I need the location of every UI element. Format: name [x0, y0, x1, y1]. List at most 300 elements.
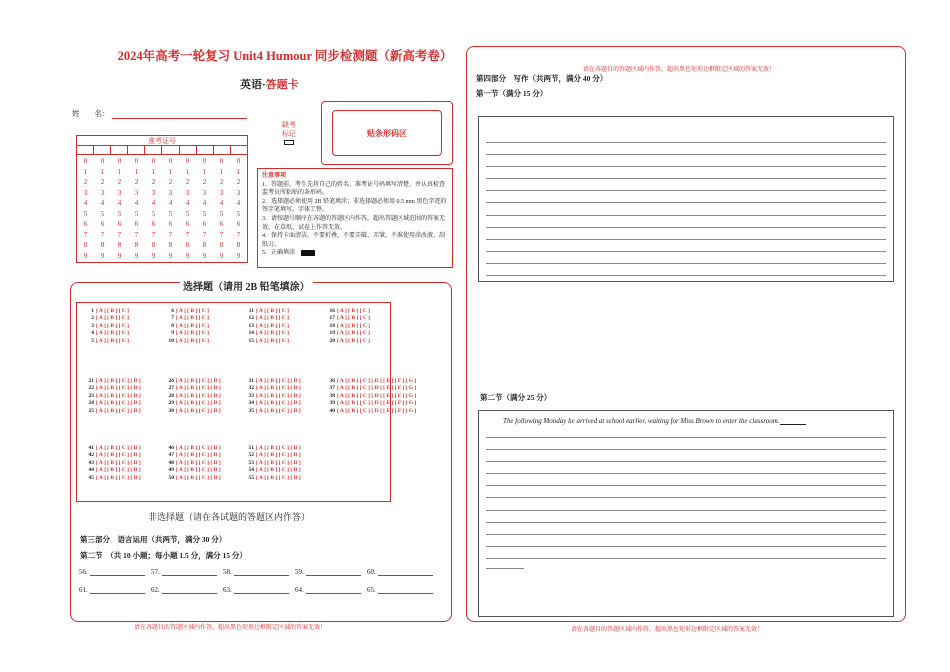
exam-digit-bubble[interactable]: 4 [151, 199, 156, 208]
answer-options[interactable]: [ A ] [ B ] [ C ] [337, 322, 370, 329]
question-number: 41 [88, 445, 94, 451]
answer-options[interactable]: [ A ] [ B ] [ C ] [ D ] [176, 407, 221, 414]
exam-digit-bubble[interactable]: 4 [134, 199, 139, 208]
answer-options[interactable]: [ A ] [ B ] [ C ] [256, 308, 289, 314]
question-row [85, 338, 129, 345]
writing-line [486, 522, 886, 523]
question-number: 31 [248, 378, 254, 384]
writing-line [486, 546, 886, 547]
question-number: 11 [248, 308, 254, 314]
exam-number-box[interactable] [77, 146, 94, 154]
answer-options[interactable]: [ A ] [ B ] [ C ] [ D ] [176, 459, 221, 466]
question-row [165, 445, 221, 452]
exam-digit-bubble[interactable]: 1 [219, 167, 224, 176]
exam-number-column [145, 155, 162, 262]
question-group [326, 308, 370, 345]
question-row [165, 452, 221, 459]
exam-digit-bubble[interactable]: 6 [236, 220, 241, 229]
exam-digit-bubble[interactable]: 0 [83, 157, 88, 165]
writing-line [486, 461, 886, 462]
exam-number-column [179, 155, 196, 262]
exam-digit-bubble[interactable]: 1 [202, 167, 207, 176]
exam-digit-bubble[interactable]: 9 [151, 251, 156, 260]
exam-number-box[interactable] [94, 146, 111, 154]
exam-digit-bubble[interactable]: 8 [219, 241, 224, 250]
question-number: 14 [248, 330, 254, 337]
name-field[interactable] [112, 111, 247, 119]
exam-digit-bubble[interactable]: 1 [100, 167, 105, 176]
exam-number-box[interactable] [162, 146, 179, 154]
answer-options[interactable]: [ A ] [ B ] [ C ] [ D ] [96, 467, 141, 474]
sheet-label: 答题卡 [265, 79, 299, 91]
answer-options[interactable]: [ A ] [ B ] [ C ] [256, 337, 289, 344]
answer-options[interactable]: [ A ] [ B ] [ C ] [ D ] [256, 385, 301, 392]
exam-digit-bubble[interactable]: 3 [236, 188, 241, 197]
name-label: 姓 名： [72, 109, 110, 118]
writing-line [486, 166, 886, 167]
exam-digit-bubble[interactable]: 9 [134, 251, 139, 260]
exam-digit-bubble[interactable]: 8 [134, 241, 139, 250]
exam-number-box[interactable] [231, 146, 247, 154]
question-row [85, 323, 129, 330]
nonchoice-title: 非选择题（请在各试题的答题区内作答） [148, 512, 311, 522]
answer-options[interactable]: [ A ] [ B ] [ C ] [ D ] [ E ] [ F ] [ G ] [337, 407, 417, 414]
exam-digit-bubble[interactable]: 3 [219, 188, 224, 197]
exam-digit-bubble[interactable]: 1 [151, 167, 156, 176]
answer-blank-57[interactable] [162, 570, 217, 576]
exam-number-box[interactable] [197, 146, 214, 154]
question-number: 21 [88, 378, 94, 384]
question-row [165, 460, 221, 467]
answer-options[interactable]: [ A ] [ B ] [ C ] [ D ] [ E ] [ F ] [ G ] [337, 400, 417, 407]
exam-digit-bubble[interactable]: 1 [117, 167, 122, 176]
warning-right-top: 请在各题目的答题区域内作答，超出黑色矩形边框限定区域的答案无效！ [583, 67, 776, 73]
answer-options[interactable]: [ A ] [ B ] [ C ] [ D ] [176, 474, 221, 481]
exam-digit-bubble[interactable]: 2 [236, 178, 241, 187]
answer-options[interactable]: [ A ] [ B ] [ C ] [ D ] [256, 407, 301, 414]
writing-line [486, 437, 886, 438]
exam-digit-bubble[interactable]: 6 [117, 220, 122, 229]
exam-digit-bubble[interactable]: 1 [83, 167, 88, 176]
answer-blank-63[interactable] [234, 588, 289, 594]
writing-line [486, 142, 886, 143]
question-row [85, 460, 141, 467]
answer-blank-59[interactable] [306, 570, 361, 576]
exam-digit-bubble[interactable]: 0 [100, 157, 105, 165]
exam-digit-bubble[interactable]: 8 [117, 241, 122, 250]
answer-options[interactable]: [ A ] [ B ] [ C ] [ D ] [256, 459, 301, 466]
question-row [85, 330, 129, 337]
exam-digit-bubble[interactable]: 6 [219, 220, 224, 229]
answer-options[interactable]: [ A ] [ B ] [ C ] [96, 322, 129, 329]
question-row [165, 408, 221, 415]
exam-digit-bubble[interactable]: 3 [117, 188, 122, 197]
exam-digit-bubble[interactable]: 9 [219, 251, 224, 260]
answer-options[interactable]: [ A ] [ B ] [ C ] [256, 330, 289, 337]
question-row [326, 315, 370, 322]
question-row [85, 408, 141, 415]
exam-digit-bubble[interactable]: 5 [151, 209, 156, 218]
question-number: 33 [248, 392, 254, 399]
question-number: 53 [248, 459, 254, 466]
writing-line [486, 497, 886, 498]
exam-digit-bubble[interactable]: 9 [185, 251, 190, 260]
exam-digit-bubble[interactable]: 7 [219, 230, 224, 239]
question-number: 27 [168, 385, 174, 392]
question-row [165, 330, 209, 337]
answer-options[interactable]: [ A ] [ B ] [ C ] [96, 337, 129, 344]
question-number: 39 [329, 400, 335, 407]
exam-digit-bubble[interactable]: 8 [151, 241, 156, 250]
question-number: 2 [91, 315, 94, 322]
writing-line [486, 178, 886, 179]
answer-options[interactable]: [ A ] [ B ] [ C ] [ D ] [256, 452, 301, 459]
exam-digit-bubble[interactable]: 7 [202, 230, 207, 239]
warning-left-bottom: 请在各题目的答题区域内作答，超出黑色矩形边框限定区域的答案无效！ [134, 625, 327, 631]
question-row [245, 338, 289, 345]
exam-number-box[interactable] [145, 146, 162, 154]
sheet-subtitle: 英语·答题卡 [240, 79, 299, 91]
exam-digit-bubble[interactable]: 3 [151, 188, 156, 197]
question-number: 49 [168, 467, 174, 474]
answer-blank-62[interactable] [162, 588, 217, 594]
answer-options[interactable]: [ A ] [ B ] [ C ] [256, 315, 289, 322]
question-number: 18 [329, 322, 335, 329]
exam-digit-bubble[interactable]: 4 [219, 199, 224, 208]
exam-digit-bubble[interactable]: 0 [236, 157, 241, 165]
answer-options[interactable]: [ A ] [ B ] [ C ] [ D ] [176, 378, 221, 384]
exam-digit-bubble[interactable]: 5 [202, 209, 207, 218]
question-number: 43 [88, 459, 94, 466]
question-number: 44 [88, 467, 94, 474]
question-row [326, 408, 416, 415]
exam-digit-bubble[interactable]: 1 [168, 167, 173, 176]
exam-digit-bubble[interactable]: 7 [168, 230, 173, 239]
question-number: 28 [168, 392, 174, 399]
exam-digit-bubble[interactable]: 7 [236, 230, 241, 239]
question-number: 50 [168, 474, 174, 481]
answer-options[interactable]: [ A ] [ B ] [ C ] [ D ] [176, 445, 221, 451]
exam-digit-bubble[interactable]: 7 [117, 230, 122, 239]
exam-digit-bubble[interactable]: 6 [100, 220, 105, 229]
question-number: 10 [168, 337, 174, 344]
answer-options[interactable]: [ A ] [ B ] [ C ] [176, 322, 209, 329]
answer-options[interactable]: [ A ] [ B ] [ C ] [ D ] [ E ] [ F ] [ G ] [337, 385, 417, 392]
exam-digit-bubble[interactable]: 9 [100, 251, 105, 260]
question-row [165, 467, 221, 474]
exam-digit-bubble[interactable]: 0 [151, 157, 156, 165]
exam-digit-bubble[interactable]: 6 [202, 220, 207, 229]
exam-digit-bubble[interactable]: 6 [168, 220, 173, 229]
question-number: 17 [329, 315, 335, 322]
answer-options[interactable]: [ A ] [ B ] [ C ] [176, 330, 209, 337]
exam-digit-bubble[interactable]: 1 [185, 167, 190, 176]
question-group [85, 378, 141, 415]
answer-options[interactable]: [ A ] [ B ] [ C ] [ D ] [96, 385, 141, 392]
exam-digit-bubble[interactable]: 2 [219, 178, 224, 187]
exam-number-boxes [77, 146, 247, 155]
question-number: 51 [248, 445, 254, 451]
question-number: 4 [91, 330, 94, 337]
exam-digit-bubble[interactable]: 5 [219, 209, 224, 218]
exam-digit-bubble[interactable]: 8 [236, 241, 241, 250]
exam-digit-bubble[interactable]: 4 [100, 199, 105, 208]
exam-digit-bubble[interactable]: 6 [134, 220, 139, 229]
question-row [85, 475, 141, 482]
exam-digit-bubble[interactable]: 4 [168, 199, 173, 208]
answer-options[interactable]: [ A ] [ B ] [ C ] [ D ] [256, 467, 301, 474]
answer-options[interactable]: [ A ] [ B ] [ C ] [ D ] [256, 474, 301, 481]
exam-digit-bubble[interactable]: 6 [185, 220, 190, 229]
question-number: 1 [91, 308, 94, 314]
writing-section2-heading: 第二节（满分 25 分） [480, 393, 552, 402]
exam-digit-bubble[interactable]: 9 [168, 251, 173, 260]
answer-options[interactable]: [ A ] [ B ] [ C ] [ D ] [96, 474, 141, 481]
answer-options[interactable]: [ A ] [ B ] [ C ] [ D ] [176, 385, 221, 392]
notice-box [257, 168, 453, 268]
continuation-prompt: The following Monday he arrived at school earlier, waiting for Miss Brown to enter the classroom. [503, 417, 806, 425]
answer-options[interactable]: [ A ] [ B ] [ C ] [ D ] [96, 407, 141, 414]
question-row [85, 385, 141, 392]
question-row [326, 338, 370, 345]
answer-blank-58[interactable] [234, 570, 289, 576]
absent-label-1: 缺考 [282, 121, 296, 129]
answer-options[interactable]: [ A ] [ B ] [ C ] [ D ] [176, 400, 221, 407]
exam-digit-bubble[interactable]: 5 [185, 209, 190, 218]
exam-number-box[interactable] [128, 146, 145, 154]
answer-blank-60[interactable] [378, 570, 433, 576]
answer-options[interactable]: [ A ] [ B ] [ C ] [ D ] [96, 445, 141, 451]
writing-line [486, 558, 886, 559]
exam-digit-bubble[interactable]: 3 [202, 188, 207, 197]
answer-options[interactable]: [ A ] [ B ] [ C ] [337, 308, 370, 314]
answer-options[interactable]: [ A ] [ B ] [ C ] [176, 315, 209, 322]
exam-digit-bubble[interactable]: 5 [168, 209, 173, 218]
question-row [245, 460, 301, 467]
question-row [165, 475, 221, 482]
exam-digit-bubble[interactable]: 7 [134, 230, 139, 239]
exam-digit-bubble[interactable]: 2 [185, 178, 190, 187]
exam-digit-bubble[interactable]: 9 [202, 251, 207, 260]
question-row [165, 308, 209, 315]
exam-digit-bubble[interactable]: 3 [185, 188, 190, 197]
prompt-blank-line [780, 419, 806, 425]
exam-digit-bubble[interactable]: 5 [117, 209, 122, 218]
answer-options[interactable]: [ A ] [ B ] [ C ] [ D ] [96, 452, 141, 459]
exam-digit-bubble[interactable]: 0 [168, 157, 173, 165]
exam-digit-bubble[interactable]: 8 [83, 241, 88, 250]
exam-number-column [162, 155, 179, 262]
answer-options[interactable]: [ A ] [ B ] [ C ] [ D ] [96, 459, 141, 466]
notice-item: 1．答题前，考生先将自己的姓名、准考证号码填写清楚，并认真检查监考员所粘贴的条形码。 [262, 181, 446, 197]
exam-digit-bubble[interactable]: 2 [168, 178, 173, 187]
absent-checkbox[interactable] [284, 140, 294, 145]
exam-digit-bubble[interactable]: 5 [100, 209, 105, 218]
notice-fill-example: 5．正确填涂 [262, 249, 448, 258]
exam-digit-bubble[interactable]: 3 [168, 188, 173, 197]
question-row [245, 400, 301, 407]
writing-line [486, 251, 886, 252]
writing-line [486, 510, 886, 511]
question-row [85, 467, 141, 474]
answer-options[interactable]: [ A ] [ B ] [ C ] [176, 308, 209, 314]
question-number: 5 [91, 337, 94, 344]
exam-digit-bubble[interactable]: 6 [83, 220, 88, 229]
exam-digit-bubble[interactable]: 7 [151, 230, 156, 239]
exam-number-digits [77, 155, 247, 262]
answer-options[interactable]: [ A ] [ B ] [ C ] [176, 337, 209, 344]
answer-options[interactable]: [ A ] [ B ] [ C ] [ D ] [96, 378, 141, 384]
answer-options[interactable]: [ A ] [ B ] [ C ] [ D ] [ E ] [ F ] [ G ] [337, 392, 417, 399]
exam-digit-bubble[interactable]: 2 [100, 178, 105, 187]
writing-line [486, 275, 886, 276]
exam-digit-bubble[interactable]: 4 [83, 199, 88, 208]
question-number: 55 [248, 474, 254, 481]
exam-digit-bubble[interactable]: 0 [219, 157, 224, 165]
question-group [165, 378, 221, 415]
exam-digit-bubble[interactable]: 3 [100, 188, 105, 197]
barcode-area [321, 101, 453, 165]
answer-options[interactable]: [ A ] [ B ] [ C ] [96, 315, 129, 322]
writing-line [486, 227, 886, 228]
answer-options[interactable]: [ A ] [ B ] [ C ] [ D ] [256, 445, 301, 451]
question-number: 38 [329, 392, 335, 399]
writing-line [486, 534, 886, 535]
exam-digit-bubble[interactable]: 2 [117, 178, 122, 187]
exam-number-box[interactable] [214, 146, 231, 154]
exam-digit-bubble[interactable]: 2 [202, 178, 207, 187]
answer-options[interactable]: [ A ] [ B ] [ C ] [ D ] [96, 400, 141, 407]
answer-options[interactable]: [ A ] [ B ] [ C ] [ D ] [176, 392, 221, 399]
answer-options[interactable]: [ A ] [ B ] [ C ] [ D ] [96, 392, 141, 399]
question-number: 35 [248, 407, 254, 414]
exam-digit-bubble[interactable]: 2 [83, 178, 88, 187]
question-number: 34 [248, 400, 254, 407]
answer-options[interactable]: [ A ] [ B ] [ C ] [256, 322, 289, 329]
exam-digit-bubble[interactable]: 4 [185, 199, 190, 208]
exam-digit-bubble[interactable]: 0 [117, 157, 122, 165]
exam-number-box[interactable] [180, 146, 197, 154]
exam-digit-bubble[interactable]: 7 [100, 230, 105, 239]
answer-options[interactable]: [ A ] [ B ] [ C ] [ D ] [256, 400, 301, 407]
writing-section1-heading: 第一节（满分 15 分） [476, 89, 548, 98]
answer-options[interactable]: [ A ] [ B ] [ C ] [ D ] [176, 452, 221, 459]
question-group [165, 308, 209, 345]
notice-item: 2．选择题必须使用 2B 铅笔填涂；非选择题必须用 0.5 mm 黑色字迹的签字笔填写，字体工整。 [262, 198, 447, 214]
exam-digit-bubble[interactable]: 4 [202, 199, 207, 208]
exam-digit-bubble[interactable]: 0 [134, 157, 139, 165]
question-number: 42 [88, 452, 94, 459]
exam-digit-bubble[interactable]: 8 [202, 241, 207, 250]
answer-options[interactable]: [ A ] [ B ] [ C ] [337, 330, 370, 337]
exam-digit-bubble[interactable]: 8 [185, 241, 190, 250]
answer-options[interactable]: [ A ] [ B ] [ C ] [ D ] [256, 392, 301, 399]
answer-options[interactable]: [ A ] [ B ] [ C ] [337, 337, 370, 344]
exam-digit-bubble[interactable]: 6 [151, 220, 156, 229]
answer-blank-61[interactable] [90, 588, 145, 594]
question-row [85, 308, 129, 315]
exam-digit-bubble[interactable]: 9 [236, 251, 241, 260]
writing-box-2[interactable] [478, 410, 894, 617]
exam-digit-bubble[interactable]: 4 [117, 199, 122, 208]
exam-digit-bubble[interactable]: 9 [117, 251, 122, 260]
answer-blank-65[interactable] [378, 588, 433, 594]
question-row [245, 408, 301, 415]
exam-digit-bubble[interactable]: 9 [83, 251, 88, 260]
exam-digit-bubble[interactable]: 2 [134, 178, 139, 187]
answer-options[interactable]: [ A ] [ B ] [ C ] [96, 330, 129, 337]
notice-item: 3．请按题号顺序在各题的答题区内作答，超出答题区域范围的答案无效，在草纸、试卷上作答无效。 [262, 215, 446, 231]
question-row [245, 378, 301, 385]
exam-digit-bubble[interactable]: 1 [236, 167, 241, 176]
question-row [245, 308, 289, 315]
answer-options[interactable]: [ A ] [ B ] [ C ] [337, 315, 370, 322]
absent-label-2: 标记 [282, 130, 296, 138]
answer-options[interactable]: [ A ] [ B ] [ C ] [96, 308, 129, 314]
question-group [245, 378, 301, 415]
answer-blank-64[interactable] [306, 588, 361, 594]
question-row [165, 323, 209, 330]
exam-digit-bubble[interactable]: 0 [185, 157, 190, 165]
question-number: 6 [171, 308, 174, 314]
exam-digit-bubble[interactable]: 3 [134, 188, 139, 197]
exam-digit-bubble[interactable]: 5 [236, 209, 241, 218]
question-number: 32 [248, 385, 254, 392]
exam-number-column [94, 155, 111, 262]
question-row [85, 393, 141, 400]
exam-digit-bubble[interactable]: 3 [83, 188, 88, 197]
answer-blank-56[interactable] [90, 570, 145, 576]
question-row [326, 308, 370, 315]
exam-digit-bubble[interactable]: 5 [83, 209, 88, 218]
exam-digit-bubble[interactable]: 8 [100, 241, 105, 250]
exam-digit-bubble[interactable]: 4 [236, 199, 241, 208]
exam-number-column [128, 155, 145, 262]
question-number: 25 [88, 407, 94, 414]
name-row [72, 108, 247, 119]
exam-number-label: 准考证号 [77, 136, 247, 146]
writing-box-1[interactable] [478, 116, 894, 282]
question-row [245, 445, 301, 452]
exam-number-box[interactable] [111, 146, 128, 154]
question-number: 40 [329, 407, 335, 414]
question-row [165, 385, 221, 392]
exam-digit-bubble[interactable]: 1 [134, 167, 139, 176]
answer-options[interactable]: [ A ] [ B ] [ C ] [ D ] [ E ] [ F ] [ G ] [337, 378, 417, 384]
writing-lines-2 [486, 437, 886, 570]
question-number: 30 [168, 407, 174, 414]
exam-digit-bubble[interactable]: 7 [83, 230, 88, 239]
exam-digit-bubble[interactable]: 8 [168, 241, 173, 250]
exam-digit-bubble[interactable]: 5 [134, 209, 139, 218]
question-row [326, 400, 416, 407]
exam-number-column [230, 155, 247, 262]
exam-number-column [196, 155, 213, 262]
question-row [165, 393, 221, 400]
question-group [165, 445, 221, 482]
exam-digit-bubble[interactable]: 7 [185, 230, 190, 239]
answer-options[interactable]: [ A ] [ B ] [ C ] [ D ] [256, 378, 301, 384]
writing-line [486, 202, 886, 203]
question-number: 54 [248, 467, 254, 474]
exam-digit-bubble[interactable]: 2 [151, 178, 156, 187]
writing-line [486, 190, 886, 191]
question-row [326, 323, 370, 330]
answer-options[interactable]: [ A ] [ B ] [ C ] [ D ] [176, 467, 221, 474]
exam-digit-bubble[interactable]: 0 [202, 157, 207, 165]
writing-line [486, 239, 886, 240]
question-row [245, 323, 289, 330]
